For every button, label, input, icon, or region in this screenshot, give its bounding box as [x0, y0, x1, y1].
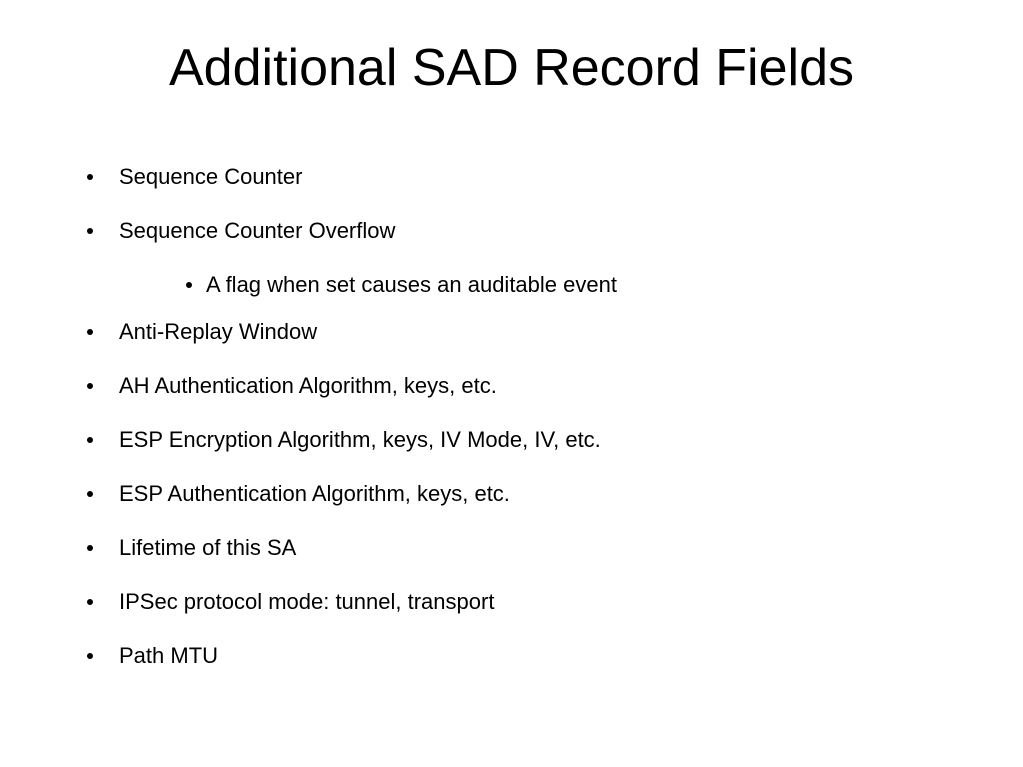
bullet-item-ipsec-mode: [0, 587, 1023, 617]
bullet-item-esp-encryption: [0, 425, 1023, 455]
bullet-text: Path MTU: [119, 643, 219, 668]
bullet-item-anti-replay-window: [0, 317, 1023, 347]
bullet-dot-icon: [87, 599, 93, 605]
bullet-dot-icon: [87, 491, 93, 497]
bullet-text: Sequence Counter Overflow: [119, 218, 396, 243]
bullet-item-esp-authentication: [0, 479, 1023, 509]
bullet-item-path-mtu: [0, 641, 1023, 671]
bullet-text: ESP Encryption Algorithm, keys, IV Mode, IV, etc.: [119, 427, 601, 452]
slide-title: Additional SAD Record Fields: [169, 39, 854, 97]
bullet-text: Lifetime of this SA: [119, 535, 297, 560]
bullet-item-ah-authentication: [0, 371, 1023, 401]
bullet-text: IPSec protocol mode: tunnel, transport: [119, 589, 495, 614]
bullet-item-lifetime: [0, 533, 1023, 563]
bullet-dot-icon: [87, 228, 93, 234]
bullet-dot-icon: [87, 545, 93, 551]
bullet-dot-icon: [87, 329, 93, 335]
bullet-text: AH Authentication Algorithm, keys, etc.: [119, 373, 497, 398]
bullet-text: A flag when set causes an auditable event: [206, 272, 617, 297]
bullet-item-sequence-counter: [0, 162, 1023, 192]
sub-bullet-item-auditable-flag: [0, 270, 1023, 300]
bullet-item-sequence-counter-overflow: [0, 216, 1023, 246]
bullet-dot-icon: [87, 653, 93, 659]
bullet-text: Anti-Replay Window: [119, 319, 318, 344]
bullet-dot-icon: [87, 174, 93, 180]
bullet-dot-icon: [87, 383, 93, 389]
bullet-text: Sequence Counter: [119, 164, 303, 189]
bullet-dot-icon: [186, 282, 192, 288]
bullet-text: ESP Authentication Algorithm, keys, etc.: [119, 481, 510, 506]
bullet-dot-icon: [87, 437, 93, 443]
